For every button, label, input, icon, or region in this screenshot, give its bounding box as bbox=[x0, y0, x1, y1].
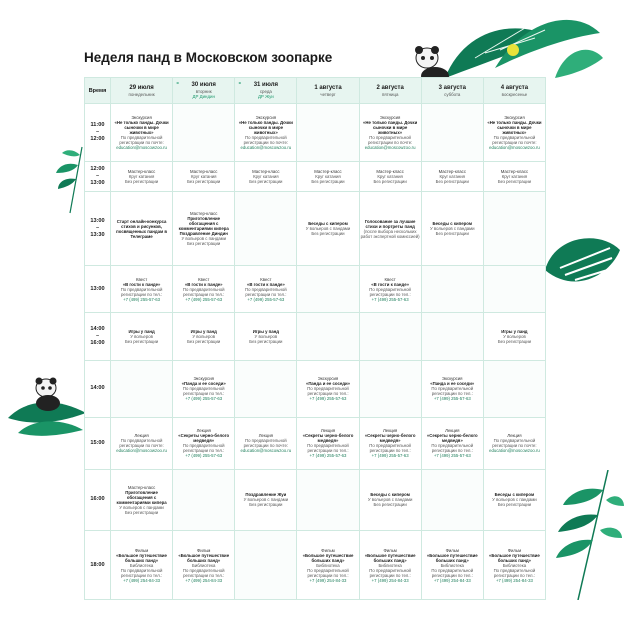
event-name: «В гости к панде» bbox=[246, 281, 285, 287]
event-cell bbox=[359, 192, 421, 266]
event-kind: Мастер-класс bbox=[190, 168, 218, 174]
event-cell bbox=[421, 192, 483, 266]
event-cell bbox=[421, 418, 483, 469]
event-name: «Секреты черно-белого медведя» bbox=[426, 433, 478, 444]
event-registration: По предварительной регистрации по почте: bbox=[492, 134, 537, 145]
event-cell bbox=[111, 192, 173, 266]
event-kind: Фильм bbox=[321, 547, 335, 553]
time-start: 11:00 bbox=[90, 121, 105, 128]
panda-leaves-left-icon bbox=[8, 368, 88, 438]
event-location: У вольеров с пандами bbox=[492, 497, 537, 503]
event-cell bbox=[235, 313, 297, 360]
event-name: Игры у панд bbox=[252, 329, 279, 335]
event-cell bbox=[359, 266, 421, 313]
time-start: 18:00 bbox=[90, 561, 105, 568]
event-location: У вольеров с пандами bbox=[119, 504, 164, 510]
event-registration: По предварительной регистрации по тел.: bbox=[431, 443, 474, 454]
event-contact[interactable]: +7 (499) 255-57-63 bbox=[309, 453, 347, 459]
event-note: Без регистрации bbox=[497, 178, 532, 184]
event-cell bbox=[297, 418, 359, 469]
event-cell bbox=[483, 531, 545, 600]
empty-cell bbox=[359, 313, 421, 360]
panda-leaves-top-right-icon bbox=[405, 8, 605, 88]
event-cell bbox=[297, 360, 359, 418]
schedule-row bbox=[85, 531, 546, 600]
event-cell bbox=[235, 104, 297, 162]
event-note: Без регистрации bbox=[497, 339, 532, 345]
event-kind: Мастер-класс bbox=[500, 168, 529, 174]
event-registration: По предварительной регистрации по тел.: bbox=[431, 386, 474, 397]
empty-cell bbox=[483, 266, 545, 313]
event-name: Поздравление Жуи bbox=[245, 492, 287, 498]
event-kind: Квест bbox=[260, 276, 272, 282]
event-name: Беседы с кипером bbox=[370, 492, 410, 498]
event-name: Приготовление обогащения с комментариями кипера bbox=[178, 216, 229, 232]
event-registration: По предварительной регистрации по тел.: bbox=[369, 286, 411, 297]
event-contact[interactable]: +7 (499) 254-84-33 bbox=[495, 577, 533, 583]
empty-cell bbox=[235, 192, 297, 266]
event-contact[interactable]: +7 (499) 254-84-33 bbox=[371, 577, 409, 583]
time-cell bbox=[85, 531, 111, 600]
event-note: Без регистрации bbox=[187, 241, 221, 247]
event-note: Без регистрации bbox=[373, 502, 407, 508]
day-date: 2 августа bbox=[376, 84, 404, 91]
event-registration: По предварительной регистрации по тел.: bbox=[369, 443, 411, 454]
event-cell bbox=[359, 161, 421, 192]
event-cell bbox=[173, 266, 235, 313]
day-date: 31 июля bbox=[253, 82, 279, 88]
day-header-6 bbox=[483, 78, 545, 104]
event-note: Без регистрации bbox=[311, 231, 345, 237]
event-name: «Не только панды. Дочки сыночки в мире животных» bbox=[363, 119, 418, 135]
event-note: Без регистрации bbox=[249, 502, 283, 508]
birthday-note: ДР Диндин bbox=[192, 94, 215, 99]
event-location: Библиотека bbox=[129, 562, 154, 568]
day-header-4 bbox=[359, 78, 421, 104]
event-cell bbox=[483, 161, 545, 192]
empty-cell bbox=[483, 192, 545, 266]
empty-cell bbox=[297, 313, 359, 360]
event-contact[interactable]: +7 (499) 254-84-33 bbox=[433, 577, 471, 583]
day-weekday: четверг bbox=[320, 91, 336, 97]
event-name: Беседы с кипером bbox=[308, 221, 348, 227]
event-cell bbox=[421, 531, 483, 600]
time-start: 13:00 bbox=[90, 285, 105, 292]
day-date: 3 августа bbox=[438, 84, 466, 91]
event-cell bbox=[173, 192, 235, 266]
event-cell bbox=[297, 161, 359, 192]
leaves-right-bottom-icon bbox=[548, 470, 626, 600]
event-location: Круг катания bbox=[190, 173, 217, 179]
event-kind: Лекция bbox=[382, 428, 398, 434]
time-cell bbox=[85, 266, 111, 313]
page-title: Неделя панд в Московском зоопарке bbox=[84, 50, 333, 65]
empty-cell bbox=[421, 104, 483, 162]
schedule-row bbox=[85, 313, 546, 360]
schedule-header-row bbox=[85, 78, 546, 104]
birthday-note: ДР Жуи bbox=[257, 94, 274, 99]
event-registration: По предварительной регистрации по почте: bbox=[492, 438, 537, 449]
event-cell bbox=[235, 266, 297, 313]
event-location: Круг катания bbox=[253, 173, 279, 179]
event-registration: По предварительной регистрации по тел.: bbox=[182, 567, 225, 578]
event-registration: По предварительной регистрации по тел.: bbox=[307, 567, 349, 578]
time-start: 16:00 bbox=[90, 496, 105, 503]
event-kind: Лекция bbox=[507, 433, 522, 439]
event-registration: По предварительной регистрации по тел.: bbox=[493, 567, 536, 578]
event-kind: Экскурсия bbox=[193, 376, 214, 382]
empty-cell bbox=[359, 360, 421, 418]
empty-cell bbox=[421, 313, 483, 360]
event-registration: По предварительной регистрации по тел.: bbox=[307, 443, 349, 454]
day-header-1 bbox=[173, 78, 235, 104]
event-name: «Секреты черно-белого медведя» bbox=[178, 433, 230, 444]
event-contact[interactable]: +7 (499) 255-57-63 bbox=[247, 296, 285, 302]
event-name: «В гости к панде» bbox=[184, 281, 223, 287]
event-kind: Фильм bbox=[445, 547, 459, 553]
event-kind: Мастер-класс bbox=[190, 211, 218, 217]
event-name: «Секреты черно-белого медведя» bbox=[302, 433, 354, 444]
event-kind: Квест bbox=[198, 276, 210, 282]
event-contact[interactable]: +7 (499) 255-57-63 bbox=[309, 396, 347, 402]
time-start: 14:00 bbox=[90, 385, 105, 392]
event-registration: По предварительной регистрации по почте: bbox=[119, 438, 164, 449]
empty-cell bbox=[111, 360, 173, 418]
event-location: Библиотека bbox=[192, 562, 216, 568]
event-note: Без регистрации bbox=[311, 178, 345, 184]
time-cell bbox=[85, 469, 111, 531]
event-name: «Большое путешествие больших панд» bbox=[489, 552, 540, 563]
event-contact[interactable]: +7 (499) 255-57-63 bbox=[433, 453, 471, 459]
event-kind: Квест bbox=[384, 276, 396, 282]
event-cell bbox=[421, 360, 483, 418]
event-kind: Лекция bbox=[445, 428, 460, 434]
event-kind: Лекция bbox=[320, 428, 336, 434]
event-cell bbox=[173, 418, 235, 469]
event-contact[interactable]: +7 (499) 255-57-63 bbox=[371, 296, 409, 302]
event-cell bbox=[111, 161, 173, 192]
event-name: «В гости к панде» bbox=[122, 281, 161, 287]
event-kind: Фильм bbox=[134, 547, 149, 553]
event-location: Библиотека bbox=[502, 562, 527, 568]
event-location: У вольеров с пандами bbox=[367, 497, 413, 503]
day-header-5 bbox=[421, 78, 483, 104]
event-location: У вольеров bbox=[130, 334, 153, 340]
balloon-icon: ⚬ bbox=[237, 81, 243, 87]
event-kind: Фильм bbox=[507, 547, 522, 553]
empty-cell bbox=[297, 469, 359, 531]
empty-cell bbox=[297, 266, 359, 313]
time-start: 15:00 bbox=[90, 439, 105, 446]
day-weekday: суббота bbox=[444, 91, 461, 97]
event-kind: Мастер-класс bbox=[127, 484, 156, 490]
event-note: Без регистрации bbox=[435, 178, 469, 184]
event-note: Без регистрации bbox=[435, 231, 469, 237]
empty-cell bbox=[173, 469, 235, 531]
day-date: 30 июля bbox=[191, 82, 216, 88]
schedule-row bbox=[85, 418, 546, 469]
event-note: Без регистрации bbox=[497, 502, 532, 508]
event-name: Беседы с кипером bbox=[432, 221, 473, 227]
event-name: Старт онлайн-конкурса стихов и рисунков, посвященных пандам в Телеграме bbox=[116, 218, 167, 239]
event-registration: По предварительной регистрации по почте: bbox=[367, 134, 413, 145]
empty-cell bbox=[235, 531, 297, 600]
day-weekday: воскресенье bbox=[501, 91, 528, 97]
event-contact[interactable]: education@moscowzoo.ru bbox=[489, 448, 540, 454]
empty-cell bbox=[421, 266, 483, 313]
day-date: 1 августа bbox=[314, 84, 342, 91]
event-registration: По предварительной регистрации по тел.: bbox=[245, 286, 287, 297]
empty-cell bbox=[173, 104, 235, 162]
event-registration: По предварительной регистрации по почте: bbox=[243, 438, 289, 449]
event-kind: Лекция bbox=[196, 428, 211, 434]
balloon-icon: ⚬ bbox=[175, 81, 181, 87]
day-header-0 bbox=[111, 78, 173, 104]
event-cell bbox=[421, 161, 483, 192]
event-name: «Большое путешествие больших панд» bbox=[116, 552, 167, 563]
day-header-2 bbox=[235, 78, 297, 104]
schedule-row bbox=[85, 266, 546, 313]
time-start: 13:00 bbox=[90, 218, 105, 225]
empty-cell bbox=[421, 469, 483, 531]
schedule-table bbox=[84, 77, 546, 600]
event-cell bbox=[235, 418, 297, 469]
event-cell bbox=[483, 104, 545, 162]
schedule-row bbox=[85, 360, 546, 418]
event-cell bbox=[173, 161, 235, 192]
event-registration: По предварительной регистрации по тел.: bbox=[431, 567, 474, 578]
time-cell bbox=[85, 360, 111, 418]
event-location: Библиотека bbox=[378, 562, 402, 568]
event-note: Без регистрации bbox=[373, 178, 407, 184]
event-kind: Мастер-класс bbox=[314, 168, 342, 174]
event-name: Беседы с кипером bbox=[494, 492, 535, 498]
event-note: Без регистрации bbox=[249, 339, 283, 345]
event-note: Без регистрации bbox=[187, 178, 221, 184]
event-cell bbox=[173, 531, 235, 600]
event-cell bbox=[111, 266, 173, 313]
event-kind: Фильм bbox=[383, 547, 397, 553]
event-contact[interactable]: education@moscowzoo.ru bbox=[364, 144, 416, 150]
event-name: «Не только панды. Дочки сыночки в мире животных» bbox=[114, 119, 169, 135]
event-cell bbox=[111, 418, 173, 469]
event-location: У вольеров с пандами bbox=[243, 497, 289, 503]
event-location: Круг катания bbox=[128, 173, 155, 179]
event-registration: По предварительной регистрации по почте: bbox=[119, 134, 164, 145]
time-dash: – bbox=[95, 333, 100, 340]
schedule-body bbox=[85, 104, 546, 600]
time-end: 13:00 bbox=[90, 179, 105, 186]
event-kind: Экскурсия bbox=[504, 114, 525, 120]
event-name: «Панда и ее соседи» bbox=[181, 381, 226, 387]
event-name: Игры у панд bbox=[501, 329, 528, 335]
day-date: 29 июля bbox=[129, 84, 154, 91]
event-location: Круг катания bbox=[315, 173, 341, 179]
time-column-header: Время bbox=[85, 78, 111, 104]
event-cell bbox=[359, 469, 421, 531]
event-kind: Экскурсия bbox=[442, 376, 463, 382]
event-kind: Мастер-класс bbox=[438, 168, 466, 174]
day-weekday: понедельник bbox=[128, 91, 155, 97]
event-registration: По предварительной регистрации по тел.: bbox=[369, 567, 411, 578]
event-cell bbox=[483, 313, 545, 360]
event-registration: По предварительной регистрации по тел.: bbox=[307, 386, 349, 397]
event-name-extra: Поздравление Диндин bbox=[179, 231, 228, 237]
event-cell bbox=[235, 469, 297, 531]
time-dash: – bbox=[95, 128, 100, 135]
time-end: 13:30 bbox=[90, 232, 105, 239]
event-note: Без регистрации bbox=[187, 339, 221, 345]
event-contact[interactable]: +7 (499) 255-57-63 bbox=[433, 396, 471, 402]
event-note: Без регистрации bbox=[249, 178, 283, 184]
event-kind: Фильм bbox=[197, 547, 211, 553]
event-name: «Секреты черно-белого медведя» bbox=[364, 433, 416, 444]
event-registration: (после выбора нескольких работ экспертной комиссией) bbox=[360, 228, 420, 239]
event-registration: По предварительной регистрации по почте: bbox=[243, 134, 289, 145]
event-registration: По предварительной регистрации по тел.: bbox=[120, 286, 163, 297]
event-kind: Мастер-класс bbox=[127, 168, 156, 174]
event-cell bbox=[111, 313, 173, 360]
event-name: Приготовление обогащения с комментариями кипера bbox=[116, 489, 167, 505]
event-name: «Большое путешествие больших панд» bbox=[426, 552, 478, 563]
event-location: Библиотека bbox=[316, 562, 340, 568]
event-name: «Панда и ее соседи» bbox=[305, 381, 351, 387]
event-contact[interactable]: education@moscowzoo.ru bbox=[240, 448, 292, 454]
time-cell bbox=[85, 418, 111, 469]
event-contact[interactable]: +7 (499) 255-57-63 bbox=[371, 453, 409, 459]
branch-left-icon bbox=[52, 145, 86, 215]
event-contact[interactable]: +7 (499) 255-57-63 bbox=[123, 296, 161, 302]
event-kind: Лекция bbox=[258, 433, 273, 439]
day-weekday: пятница bbox=[381, 91, 399, 97]
event-name: «В гости к панде» bbox=[371, 281, 409, 287]
monstera-right-icon bbox=[540, 230, 625, 300]
event-cell bbox=[111, 469, 173, 531]
event-kind: Экскурсия bbox=[317, 376, 339, 382]
time-cell bbox=[85, 161, 111, 192]
event-contact[interactable]: education@moscowzoo.ru bbox=[116, 448, 167, 454]
time-start: 12:00 bbox=[90, 165, 105, 172]
day-date: 4 августа bbox=[500, 84, 529, 91]
event-location: У вольеров bbox=[503, 334, 526, 340]
event-cell bbox=[111, 531, 173, 600]
schedule-row bbox=[85, 161, 546, 192]
event-contact[interactable]: +7 (499) 255-57-63 bbox=[185, 396, 223, 402]
event-note: Без регистрации bbox=[124, 509, 159, 515]
event-name: «Панда и ее соседи» bbox=[430, 381, 475, 387]
event-cell bbox=[359, 418, 421, 469]
event-kind: Экскурсия bbox=[131, 114, 152, 120]
event-cell bbox=[483, 418, 545, 469]
event-name: «Большое путешествие больших панд» bbox=[364, 552, 416, 563]
day-weekday: вторник bbox=[195, 89, 212, 94]
time-end: 16:00 bbox=[90, 340, 105, 347]
time-cell bbox=[85, 313, 111, 360]
event-location: У вольеров с пандами bbox=[305, 226, 351, 232]
event-location: Библиотека bbox=[440, 562, 464, 568]
time-dash: – bbox=[95, 225, 100, 232]
event-kind: Квест bbox=[135, 276, 148, 282]
event-registration: По предварительной регистрации по тел.: bbox=[182, 286, 225, 297]
time-dash: – bbox=[95, 172, 100, 179]
event-location: У вольеров с пандами bbox=[430, 226, 475, 232]
time-start: 14:00 bbox=[90, 326, 105, 333]
event-location: У вольеров с пандами bbox=[181, 236, 226, 242]
event-kind: Лекция bbox=[134, 433, 149, 439]
event-location: Круг катания bbox=[501, 173, 528, 179]
event-name: «Не только панды. Дочки сыночки в мире животных» bbox=[487, 119, 542, 135]
schedule-row bbox=[85, 192, 546, 266]
event-contact[interactable]: education@moscowzoo.ru bbox=[489, 144, 540, 150]
event-kind: Мастер-класс bbox=[376, 168, 404, 174]
empty-cell bbox=[483, 360, 545, 418]
schedule-row bbox=[85, 104, 546, 162]
event-cell bbox=[359, 104, 421, 162]
event-cell bbox=[111, 104, 173, 162]
event-name: Игры у панд bbox=[190, 329, 217, 335]
event-name: «Не только панды. Дочки сыночки в мире животных» bbox=[238, 119, 293, 135]
event-cell bbox=[235, 161, 297, 192]
event-cell bbox=[173, 313, 235, 360]
event-contact[interactable]: education@moscowzoo.ru bbox=[240, 144, 292, 150]
time-cell bbox=[85, 192, 111, 266]
event-name: «Большое путешествие больших панд» bbox=[178, 552, 230, 563]
empty-cell bbox=[297, 104, 359, 162]
event-kind: Экскурсия bbox=[379, 114, 401, 120]
event-cell bbox=[173, 360, 235, 418]
event-note: Без регистрации bbox=[124, 339, 159, 345]
event-location: У вольеров bbox=[254, 334, 278, 340]
event-contact[interactable]: +7 (499) 254-84-33 bbox=[309, 577, 347, 583]
event-kind: Мастер-класс bbox=[252, 168, 280, 174]
empty-cell bbox=[235, 360, 297, 418]
event-contact[interactable]: +7 (499) 255-57-63 bbox=[185, 453, 223, 459]
event-location: У вольеров bbox=[192, 334, 216, 340]
event-name: «Большое путешествие больших панд» bbox=[302, 552, 354, 563]
event-contact[interactable]: +7 (499) 254-84-33 bbox=[185, 577, 223, 583]
event-cell bbox=[297, 531, 359, 600]
event-cell bbox=[297, 192, 359, 266]
day-header-3 bbox=[297, 78, 359, 104]
day-weekday: среда bbox=[259, 89, 272, 94]
event-kind: Экскурсия bbox=[255, 114, 277, 120]
event-registration: По предварительной регистрации по тел.: bbox=[182, 386, 225, 397]
time-end: 12:00 bbox=[90, 135, 105, 142]
event-location: Круг катания bbox=[377, 173, 403, 179]
event-contact[interactable]: education@moscowzoo.ru bbox=[116, 144, 167, 150]
event-registration: По предварительной регистрации по тел.: bbox=[120, 567, 163, 578]
event-contact[interactable]: +7 (499) 254-84-33 bbox=[123, 577, 161, 583]
event-registration: По предварительной регистрации по тел.: bbox=[182, 443, 225, 454]
event-note: Без регистрации bbox=[124, 178, 159, 184]
event-location: Круг катания bbox=[439, 173, 465, 179]
event-name: Игры у панд bbox=[128, 329, 155, 335]
event-cell bbox=[359, 531, 421, 600]
event-name: Голосование за лучшие стихи и портреты панд bbox=[364, 218, 416, 229]
schedule-row bbox=[85, 469, 546, 531]
event-cell bbox=[483, 469, 545, 531]
event-contact[interactable]: +7 (499) 255-57-63 bbox=[185, 296, 223, 302]
time-cell bbox=[85, 104, 111, 162]
